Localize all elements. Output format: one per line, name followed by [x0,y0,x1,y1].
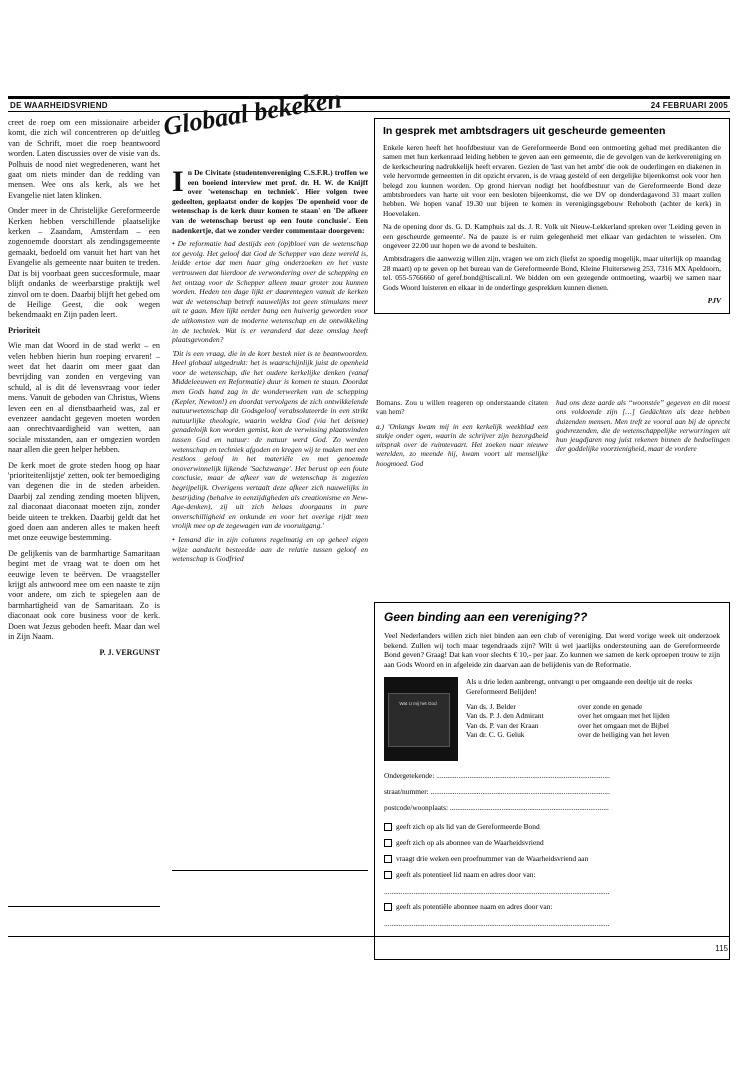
checkbox-icon[interactable] [384,823,392,831]
column-two [172,165,369,568]
paragraph: Onder meer in de Christelijke Gereformeerde Kerken hebben verschillende plaatselijke kerken – Zaandam, Amsterdam – een zogenoemde doorstart als zendingsgemeente gemaakt, bedoeld om vanuit het hart van het Evangelie als gemeente naar buiten te treden. Dat is bij voorbaat geen succesformule, maar blijft ondanks de weerbarstige praktijk wel zinvol om te doen. Daarbij blijft het gebed om de Heilige Geest, die ook wegen bekendmaakt en Zijn paden leert. [8,206,160,320]
checkbox-label: vraagt drie weken een proefnummer van de Waarheidsvriend aan [396,854,589,864]
bullet-paragraph: • De reformatie had destijds een (op)bloei van de wetenschap tot gevolg. Het geloof dat God de Schepper van deze wereld is, leidde ertoe dat men haar ging onderzoeken en het vaste vertrouwen dat hierdoor de verwondering over de schepping en het ontzag voor de Schepper alleen maar groter zou kunnen worden. Heden ten dage lijkt er daarentegen vanuit de kerken wat de wetenschap betreft nauwelijks tot geen stimulans meer uit te gaan. Men lijkt eerder bang een huiverig geworden voor de uitkomsten van de moderne wetenschap en de ontwikkeling in de techniek. Wat is er veranderd dat deze omslag heeft plaatsgevonden? [172,239,368,345]
author-row: Van ds. P. J. den Admirant over het omgaan met het lijden [466,711,670,721]
paragraph: Na de opening door ds. G. D. Kamphuis zal ds. J. R. Volk uit Nieuw-Lekkerland spreken over 'Leiding geven in een gescheurde gemeente'. Na de pauze is er ruim gelegenheid met elkaar van gedachten te wisselen. Om ongeveer 22.00 uur hopen we de avond te besluiten. [383,222,721,251]
checkbox-option-potential-member[interactable] [384,869,720,880]
offer-text [466,677,720,761]
checkbox-option-potential-subscriber[interactable] [384,901,720,912]
subheading-prioriteit: Prioriteit [8,325,41,335]
checkbox-label: geeft als potentiële abonnee naam en adres door van: [396,902,553,912]
author-row: Van ds. J. Belder over zonde en genade [466,701,643,711]
box-geen-binding [374,602,730,960]
box-title: In gesprek met ambtsdragers uit gescheurde gemeenten [383,125,666,137]
checkbox-option-trial[interactable] [384,853,720,864]
paragraph: Wie man dat Woord in de stad werkt – en velen hebben hierin hun roeping ervaren! – weet dat het daarin om meer gaat dan bevrijding van zonden en vergeving van schuld, al is dit dé levensvraag voor ieder mens. Vanuit de geboden van Christus, Wiens leven een en al dienstbaarheid was, zal er evenzeer aandacht gegeven moeten worden aan onrechtvaardigheid van wetten, aan sociale misstanden, aan er omgezien worden naar allen die geen helper hebben. [8,341,160,455]
paragraph: Ambtsdragers die aanwezig willen zijn, vragen we om zich (liefst zo spoedig mogelijk, maar uiterlijk op maandag 28 maart) op te geven op het bureau van de Gereformeerde Bond, Kleine Fluiterseweg 253, 7316 MX Apeldoorn, tel. 055-5766660 of geref.bond@tiscali.nl. We bidden om een gezegende ontmoeting, waarbij we samen naar Gods Woord luisteren en elkaar in de onderlinge gesprekken kunnen dienen. [383,254,721,292]
page-number: 115 [715,944,728,953]
checkbox-icon[interactable] [384,839,392,847]
issue-date: 24 FEBRUARI 2005 [650,101,728,110]
paragraph: De gelijkenis van de barmhartige Samaritaan begint met de vraag wat te doen om het eeuwige leven te beërven. De vraagsteller krijgt als antwoord mee om een naaste te zijn voor andere, om zich te spiegelen aan de barmhartigheid van de Samaritaan. Zo is diaconaat ook core business voor de kerk. Doen wat Jezus geboden heeft. Maar dan wel in Zijn Naam. [8,548,160,642]
publication-title: DE WAARHEIDSVRIEND [10,101,108,110]
column-three [376,398,548,473]
paragraph: Bomans. Zou u willen reageren op onderstaande citaten van hem? [376,398,548,417]
intro-paragraph [172,165,368,235]
intro-text: n De Civitate (studentenvereniging C.S.F.R.) troffen we een boeiend interview met prof. dr. H. W. de Knijff over 'wetenschap en techniek'. Hier volgen twee gedeelten, geplaatst onder de kopjes 'De openheid voor de wetenschap is de kerk duur komen te staan' en 'De afkeer van de wetenschap berust op een foute conclusie'. Een nadenkertje, dat we zonder verder commentaar doorgeven: [172,168,368,235]
checkbox-icon[interactable] [384,871,392,879]
checkbox-icon[interactable] [384,903,392,911]
paragraph: Enkele keren heeft het hoofdbestuur van de Gereformeerde Bond een ontmoeting gehad met predikanten die samen met hun kerkenraad leiding hebben te geven aan een gemeente, die de gevolgen van de kerkvereniging en de kerkscheuring nadrukkelijk heeft ervaren. Gezien de 'last van het ambt' die ook de ouderlingen en diakenen in vele hervormde gemeenten in dit opzicht ervaren, is de vraag gesteld of een dergelijke bijeenkomst ook voor hen belegd zou kunnen worden. Op grond hiervan nodigt het hoofdbestuur van de Gereformeerde Bond deze ambtsbroeders van harte uit voor een besloten bijeenkomst, die we DV op donderdagavond 31 maart zullen hebben. We hopen vanaf 19.30 uur bijeen te komen in verenigingsgebouw Rehoboth (achter de kerk) in Hoevelaken. [383,143,721,218]
bullet-paragraph: 'Dit is een vraag, die in de kort bestek niet is te beantwoorden. Heel globaal uitgedrukt: het is waarschijnlijk juist de openheid voor de wetenschap, die het oudere kerkelijke denken (vanaf Middeleeuwen en Reformatie) duur is komen te staan. Doordat men Gods hand zag in de wonderwerken van de schepping (Kepler, Newton!) en doordat vervolgens de zich ontwikkelende natuurwetenschap dit Godsgeloof verabsoluteerde in een strikt natuurlijke theologie, waarin weldra God (via het deisme) genadeloijk kon worden gemist, kon de verwissing plaatsvinden tussen God en natuur: de natuur werd God. Zo werden wetenschap en techniek afgoden en kregen wij te maken met een restloos geloof in het materiële en met genoemde onoverwinnelijk lijkende 'Sachzwange'. Het berust op een foute conclusie, maar de afkeer van de wetenschap is zogezien begrijpelijk. Overigens vertaalt deze afkeer zich nauwelijks in bestrijding (behalve in eenzijdigheden als creationisme en New-Age-denken), zij uit zich helaas doorgaans in pure onverschilligheid en onkunde en voor het overige rijdt men vrolijk mee op de zegewagen van de vooruitgang.' [172,348,368,531]
book-cover-image [384,677,458,761]
article-signature: P. J. VERGUNST [99,647,160,657]
field-postcode-city[interactable]: postcode/woonplaats: ...................................................................................... [384,803,609,813]
offer-heading: Als u drie leden aanbrengt, ontvangt u per omgaande een deeltje uit de reeks Gereformeerd Belijden! [466,677,693,696]
drop-cap: I [172,165,184,198]
paragraph: a.) 'Onlangs kwam mij in een kerkelijk weekblad een stukje onder ogen, waarin de schrijver zijn bezorgdheid uitsprak over de ruimtevaart. Het zoeken naar nieuwe werelden, zo meende hij, kwam voort uit menselijke hoogmoed. God [376,421,548,468]
column-one-divider [8,906,160,907]
checkbox-icon[interactable] [384,855,392,863]
paragraph: had ons deze aarde als “woonstée” gegeven en dit moest ons voldoende zijn […] Gedächten als deze hebben duizenden mensen. Men treft ze vooral aan bij de oprecht godvrezenden, die de wetenschappelijke verworringen uit hun jeugdjaren nog juist rekenen binnen de bedoelingen der goddelijke voorzienigheid, maar de vordere [556,398,730,454]
footer-rule [8,936,730,937]
author-list [466,702,720,740]
bullet-paragraph: • Iemand die in zijn columns regelmatig en op geheel eigen wijze aandacht besteedde aan de relatie tussen geloof en wetenschap is Godfried [172,534,369,564]
book-cover-caption: Wat U mij het God [399,701,437,707]
field-referral-subscriber[interactable]: .......................................................................................................................... [384,919,610,929]
field-name[interactable]: Ondergetekende: .............................................................................................. [384,771,610,781]
box-in-gesprek [374,118,730,314]
author-row: Van ds. P. van der Kraan over het omgaan met de Bijbel [466,720,669,730]
column-one [8,118,160,658]
paragraph: creet de roep om een missionaire arbeider komt, die zich wil concentreren op de'uitleg van de Schrift, moet die roep beantwoord worden. Laten discussies over de visie van ds. Polhuis de nood niet wegredeneren, want het gaat om niets minder dan de redding van mensen. Wee ons als kerk, als we het Evangelie niet laten klinken. [8,118,160,200]
section-title-globaal-bekeken: Globaal bekeken [161,84,344,142]
offer-block [384,677,720,761]
checkbox-option-subscriber[interactable] [384,837,720,848]
checkbox-option-member[interactable] [384,821,720,832]
checkbox-label: geeft zich op als abonnee van de Waarheidsvriend [396,838,544,848]
author-row: Van dr. C. G. Geluk over de heiliging van het leven [466,730,670,740]
field-street[interactable]: straat/nummer: ................................................................................................. [384,787,610,797]
box-title: Geen binding aan een vereniging?? [384,610,588,624]
column-four [556,398,730,459]
column-two-divider [172,870,368,871]
paragraph: De kerk moet de grote steden hoog op haar 'prioriteitenlijstje' zetten, ook ter bemoediging van degenen die in de steden arbeiden. Daarbij zal zending zending moeten blijven, zal diaconaat diaconaat moeten zijn, zonder beide uiteen te trekken. Daarbij geldt dat het goed doen aan anderen alles te maken heeft met onze eeuwige bestemming. [8,460,160,543]
box-lead-text: Veel Nederlanders willen zich niet binden aan een club of vereniging. Dat werd vorige week uit onderzoek bekend. Zullen wij toch maar tegendraads zijn? Wilt ú wel jaarlijks ondersteuning aan de Gereformeerde Bond geven? Graag! Dat kan voor slechts € 10,- per jaar. Zo kunnen we samen de kerk oproepen trouw te zijn aan Gods Woord en in afgeleide zin daarvan aan de belijdenis van de Reformatie. [384,631,720,669]
checkbox-label: geeft zich op als lid van de Gereformeerde Bond [396,822,540,832]
checkbox-label: geeft als potentieel lid naam en adres door van: [396,870,536,880]
field-referral-member[interactable]: .......................................................................................................................... [384,887,610,897]
box-signature: PJV [707,296,721,306]
